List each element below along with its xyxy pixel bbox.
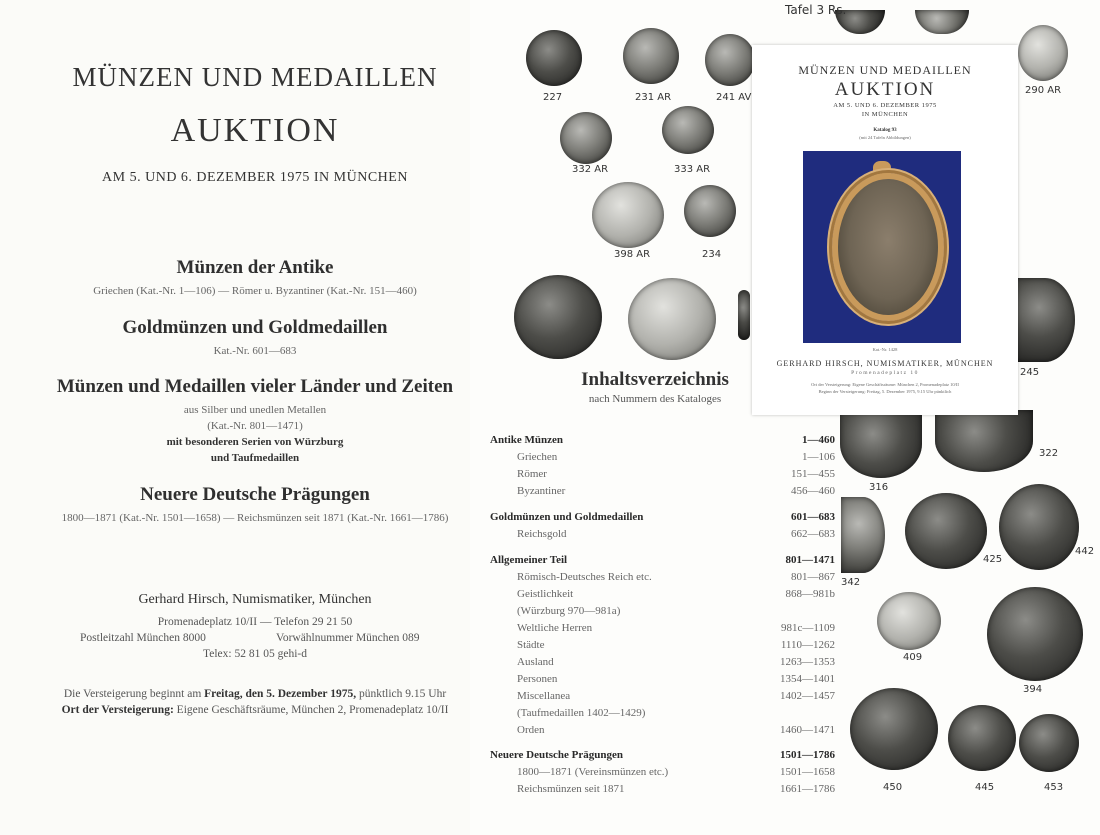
inset-catalog-number: Katalog 93 xyxy=(873,128,897,133)
toc-range: 662—683 xyxy=(791,528,835,540)
toc-range: 801—867 xyxy=(791,571,835,583)
toc-row xyxy=(490,724,835,741)
toc-row xyxy=(490,605,835,622)
toc-label: Städte xyxy=(517,639,545,651)
coin-image xyxy=(841,497,885,573)
section-detail-bold: und Taufmedaillen xyxy=(210,452,300,464)
coin-image xyxy=(877,592,941,650)
toc-row xyxy=(490,673,835,690)
section-detail: (Kat.-Nr. 801—1471) xyxy=(207,420,303,432)
toc-range: 151—455 xyxy=(791,468,835,480)
toc-label: Miscellanea xyxy=(517,690,571,702)
coin-label: 241 AV xyxy=(716,92,752,103)
toc-row xyxy=(490,554,835,571)
toc-label: Reichsmünzen seit 1871 xyxy=(517,783,625,795)
toc-row xyxy=(490,468,835,485)
auction-location-notice xyxy=(0,704,510,716)
toc-subheading: nach Nummern des Kataloges xyxy=(588,393,722,405)
coin-image xyxy=(705,34,755,86)
toc-label: Reichsgold xyxy=(517,528,567,540)
toc-row xyxy=(490,639,835,656)
notice-date: Freitag, den 5. Dezember 1975, xyxy=(204,688,357,700)
coin-image-chi-rho xyxy=(999,484,1079,570)
toc-label: Ausland xyxy=(517,656,554,668)
coin-label: 290 AR xyxy=(1025,85,1062,96)
coin-label: 442 xyxy=(1075,546,1095,557)
coin-plate-left xyxy=(498,0,758,370)
section-heading-gold: Goldmünzen und Goldmedaillen xyxy=(122,317,388,338)
dial-code: Vorwählnummer München 089 xyxy=(276,632,420,644)
handwritten-note: Tafel 3 Rs. xyxy=(785,3,847,17)
toc-label: Geistlichkeit xyxy=(517,588,574,600)
section-heading-laender: Münzen und Medaillen vieler Länder und Zeiten xyxy=(56,376,454,397)
toc-label: Weltliche Herren xyxy=(517,622,593,634)
catalog-cover-inset xyxy=(752,45,1018,415)
notice-text: Die Versteigerung beginnt am xyxy=(63,688,205,700)
toc-label: Griechen xyxy=(517,451,558,463)
toc-label: Personen xyxy=(517,673,558,685)
coin-label: 231 AR xyxy=(635,92,672,103)
toc-range: 981c—1109 xyxy=(781,622,835,634)
toc-label: Römer xyxy=(517,468,547,480)
toc-label: Antike Münzen xyxy=(490,434,564,446)
toc-range: 1661—1786 xyxy=(780,783,835,795)
toc-range: 868—981b xyxy=(785,588,835,600)
coin-label: 332 AR xyxy=(572,164,609,175)
toc-row xyxy=(490,485,835,502)
coin-image xyxy=(905,493,987,569)
toc-row xyxy=(490,571,835,588)
coin-label: 333 AR xyxy=(674,164,711,175)
medal-frame xyxy=(832,173,944,321)
inset-city: IN MÜNCHEN xyxy=(861,111,909,118)
section-heading-neuere: Neuere Deutsche Prägungen xyxy=(140,484,370,505)
coin-label: 316 xyxy=(869,482,889,493)
toc-range: 601—683 xyxy=(791,511,835,523)
page-title: MÜNZEN UND MEDAILLEN xyxy=(72,62,438,92)
toc-range: 1354—1401 xyxy=(780,673,835,685)
coin-label: 394 xyxy=(1023,684,1043,695)
inset-date: AM 5. UND 6. DEZEMBER 1975 xyxy=(833,102,937,109)
coin-image xyxy=(662,106,714,154)
coin-image xyxy=(935,410,1033,472)
coin-image xyxy=(628,278,716,360)
toc-range: 1501—1786 xyxy=(780,749,835,761)
coin-image xyxy=(684,185,736,237)
toc-label: Byzantiner xyxy=(517,485,566,497)
toc-range: 1501—1658 xyxy=(780,766,835,778)
coin-image xyxy=(623,28,679,84)
toc-label: (Würzburg 970—981a) xyxy=(517,605,621,617)
toc-range: 1110—1262 xyxy=(780,639,835,651)
coin-label: 227 xyxy=(543,92,563,103)
toc-range: 1263—1353 xyxy=(780,656,835,668)
toc-label: Römisch-Deutsches Reich etc. xyxy=(517,571,652,583)
coin-image-partial xyxy=(915,10,969,34)
coin-image xyxy=(526,30,582,86)
auction-date: AM 5. UND 6. DEZEMBER 1975 IN MÜNCHEN xyxy=(102,170,408,185)
section-detail: 1800—1871 (Kat.-Nr. 1501—1658) — Reichsmünzen seit 1871 (Kat.-Nr. 1661—1786) xyxy=(61,512,449,524)
section-detail-bold: mit besonderen Serien von Würzburg xyxy=(166,436,344,448)
toc-row xyxy=(490,511,835,528)
telex: Telex: 52 81 05 gehi-d xyxy=(203,648,307,660)
toc-range: 801—1471 xyxy=(785,554,835,566)
toc-row xyxy=(490,622,835,639)
publisher-name: Gerhard Hirsch, Numismatiker, München xyxy=(138,592,372,607)
inset-medal-image xyxy=(803,151,961,343)
auction-start-notice xyxy=(0,688,510,700)
toc-range: 1402—1457 xyxy=(780,690,835,702)
coin-label: 409 xyxy=(903,652,923,663)
coin-image xyxy=(850,688,938,770)
inset-plates: (mit 24 Tafeln Abbildungen) xyxy=(859,135,911,140)
inset-footer-start: Beginn der Versteigerung: Freitag, 5. Dezember 1975, 9.15 Uhr pünktlich xyxy=(818,389,952,394)
toc-heading: Inhaltsverzeichnis xyxy=(581,369,729,390)
inset-auction: AUKTION xyxy=(834,79,936,100)
publisher-address: Promenadeplatz 10/II — Telefon 29 21 50 xyxy=(157,616,353,628)
toc-row xyxy=(490,783,835,800)
toc-row xyxy=(490,528,835,545)
catalog-title-page xyxy=(0,0,470,835)
inset-image-caption: Kat.-Nr. 1428 xyxy=(872,347,898,352)
section-detail: aus Silber und unedlen Metallen xyxy=(183,404,327,416)
coin-label: 245 xyxy=(1020,367,1040,378)
notice-label: Ort der Versteigerung: xyxy=(61,704,174,716)
toc-label: Orden xyxy=(517,724,545,736)
coin-image xyxy=(840,410,922,478)
toc-row xyxy=(490,707,835,724)
inset-publisher: GERHARD HIRSCH, NUMISMATIKER, MÜNCHEN xyxy=(776,359,994,368)
coin-label: 453 xyxy=(1044,782,1064,793)
toc-range: 1460—1471 xyxy=(780,724,835,736)
coin-image xyxy=(1019,714,1079,772)
coin-label: 398 AR xyxy=(614,249,651,260)
toc-row xyxy=(490,588,835,605)
coin-image xyxy=(987,587,1083,681)
toc-label: (Taufmedaillen 1402—1429) xyxy=(517,707,646,719)
toc-row xyxy=(490,749,835,766)
coin-label: 342 xyxy=(841,577,861,588)
inset-address: Promenadeplatz 10 xyxy=(851,370,919,376)
toc-row xyxy=(490,690,835,707)
toc-label: Goldmünzen und Goldmedaillen xyxy=(490,511,644,523)
coin-image xyxy=(592,182,664,248)
toc-range: 1—460 xyxy=(802,434,835,446)
section-detail: Griechen (Kat.-Nr. 1—106) — Römer u. Byzantiner (Kat.-Nr. 151—460) xyxy=(93,285,417,297)
inset-title: MÜNZEN UND MEDAILLEN xyxy=(798,63,972,77)
notice-text: pünktlich 9.15 Uhr xyxy=(356,688,447,700)
toc-label: 1800—1871 (Vereinsmünzen etc.) xyxy=(517,766,669,778)
coin-image xyxy=(1015,278,1075,362)
inset-footer-location: Ort der Versteigerung: Eigene Geschäftsräume: München 2, Promenadeplatz 10/II xyxy=(811,382,959,387)
coin-label: 425 xyxy=(983,554,1003,565)
toc-row xyxy=(490,656,835,673)
toc-label: Neuere Deutsche Prägungen xyxy=(490,749,623,761)
section-heading-antike: Münzen der Antike xyxy=(176,257,334,278)
toc-row xyxy=(490,434,835,451)
coin-label: 450 xyxy=(883,782,903,793)
toc-label: Allgemeiner Teil xyxy=(490,554,568,566)
postal-code: Postleitzahl München 8000 xyxy=(80,632,206,644)
coin-label: 234 xyxy=(702,249,722,260)
coin-image xyxy=(560,112,612,164)
toc-row xyxy=(490,766,835,783)
coin-image-partial xyxy=(738,290,750,340)
notice-text: Eigene Geschäftsräume, München 2, Promenadeplatz 10/II xyxy=(173,704,449,716)
coin-image xyxy=(948,705,1016,771)
toc-row xyxy=(490,451,835,468)
toc-range: 456—460 xyxy=(791,485,835,497)
coin-image xyxy=(1018,25,1068,81)
coin-image xyxy=(514,275,602,359)
toc-range: 1—106 xyxy=(802,451,835,463)
auction-heading: AUKTION xyxy=(170,112,340,149)
coin-label: 322 xyxy=(1039,448,1059,459)
section-detail: Kat.-Nr. 601—683 xyxy=(213,345,297,357)
coin-label: 445 xyxy=(975,782,995,793)
